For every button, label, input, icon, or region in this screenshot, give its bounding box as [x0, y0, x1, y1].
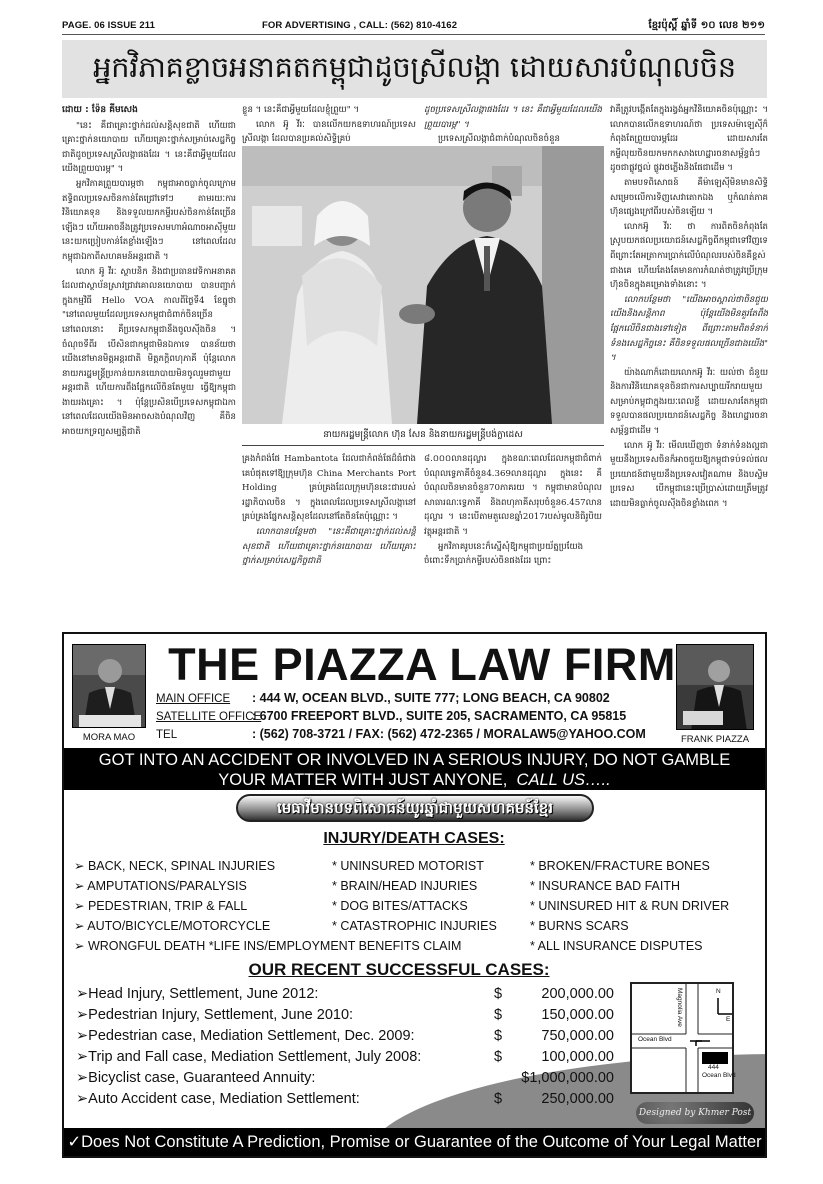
paragraph: ៨.០០០លានដុល្លារ ក្នុងខណៈពេលដែលកម្ពុជាជំពាក់បំណុលទ្វេភាគីចំនួន4.369លានដុល្លារ ក្នុងនេះ គឺបំណុលចិនមានចំនួន70ភាគរយ ។ កម្ពុជាមានបំណុលសាធារណៈទ្វេភាគី និងពហុភាគីសរុបចំនួន6.457លានដុល្លារ ។ នេះបើតាមតួលេខឆ្នាំ2017របស់មូលនិធិរូបិយវត្ថុអន្តរជាតិ ។ — [424, 454, 602, 537]
injury-item: ➢ WRONGFUL DEATH *LIFE INS/EMPLOYMENT BENEFITS CLAIM — [74, 939, 462, 953]
paragraph: លោកអ៊ូ វីរៈ ថា ការពិតចិនកំពុងតែស្រូបយកផលប្រយោជន៍សេដ្ឋកិច្ចពីកម្ពុជាទៅវិញទេ ពីព្រោះតែអត្រាការប្រាក់លើបំណុលរបស់ចិនគឺខ្ពស់ជាងគេ ហើយតែងតែមានការកំណត់ថាត្រូវប្រើក្រុមហ៊ុនចិនក្នុងគម្រោងទាំងនោះ ។ — [610, 221, 768, 291]
case-description: ➢Bicyclist case, Guaranteed Annuity: — [76, 1070, 316, 1086]
paragraph: ដូចប្រទេសស្រីលង្កាផងដែរ ។ នេះ គឺជាអ្វីមួយដែលយើងព្រួយបារម្ភ" ។ — [424, 105, 602, 130]
designer-badge: Designed by Khmer Post — [636, 1102, 754, 1124]
case-amount: 250,000.00 — [541, 1091, 614, 1107]
injury-item: ➢ BACK, NECK, SPINAL INJURIES — [74, 859, 276, 873]
injury-item: ➢ AMPUTATIONS/PARALYSIS — [74, 879, 247, 893]
main-office-label: MAIN OFFICE — [156, 693, 231, 705]
person-photo-icon — [677, 645, 754, 730]
injury-item: * CATASTROPHIC INJURIES — [332, 919, 497, 933]
paragraph: លោកបានបន្ថែមថា "នេះគឺជាគ្រោះថ្នាក់ដល់សន្តិសុខជាតិ ហើយជាគ្រោះថ្នាក់នយោបាយ ហើយគ្រោះថ្នាក់សម្រាប់សេដ្ឋកិច្ចជាតិ — [242, 526, 416, 567]
contact-row — [156, 726, 646, 743]
paragraph: អ្នកវិភាគព្រួយបារម្ភថា កម្ពុជាអាចធ្លាក់ចូលក្រោមឥទ្ធិពលប្រទេសចិនកាន់តែជ្រៅទៅៗ តាមរយៈការវិនិយោគទុន និងទទួលយកកម្ចីរបស់ចិនកាន់តែច្រើនឡើងៗ ហើយអាចនឹងត្រូវប្រទេសមហាអំណាចអាស៊ីមួយនេះយកប្រៀបកាន់តែខ្លាំងឡើងៗ នៅពេលដែលកម្ពុជាឯកាពីសហគមន៍អន្តរជាតិ ។ — [62, 178, 236, 262]
article-column-3-top — [424, 103, 602, 145]
advertising-contact: FOR ADVERTISING , CALL: (562) 810-4162 — [262, 20, 458, 31]
dollar-sign: $ — [494, 1049, 503, 1065]
portrait-mora-mao — [72, 644, 146, 728]
satellite-office-label: SATELLITE OFFICE — [156, 711, 262, 723]
injury-item: * BROKEN/FRACTURE BONES — [530, 859, 710, 873]
paragraph: ខ្លួន ។ នេះគឺជាអ្វីមួយដែលខ្ញុំព្រួយ" ។ — [242, 105, 360, 115]
page-issue-label: PAGE. 06 ISSUE 211 — [62, 20, 155, 31]
contact-details: : (562) 708-3721 / FAX: (562) 472-2365 / MORALAW5@YAHOO.COM — [252, 727, 646, 741]
satellite-office-address: : 6700 FREEPORT BLVD., SUITE 205, SACRAMENTO, CA 95815 — [252, 709, 627, 723]
location-map — [630, 982, 734, 1094]
case-amount: 750,000.00 — [541, 1028, 614, 1044]
paragraph: វាគឺត្រូវបង្កើតតែក្នុងរង្វង់អ្នកវិនិយោគចិនប៉ុណ្ណោះ ។ លោកបានលើកឧទាហរណ៍ថា ប្រទេសម៉ាឡេស៊ីក៏កំពុងតែព្រួយបារម្ភដែរ ដោយសារតែកម្ចីលុយចិនយកមកកសាងហេដ្ឋារចនាសម្ព័ន្ធធំៗដូចជាផ្លូវថ្នល់ ផ្លូវរថភ្លើងនិងផែជាដើម ។ — [610, 105, 768, 174]
paragraph: លោក អ៊ូ វីរៈ មើលឃើញថា ទំនាក់ទំនងល្អជាមួយនឹងប្រទេសចិនក៏អាចជួយឱ្យកម្ពុជាទប់ទល់ផលប្រយោជន៍ជាមួយនឹងប្រទេសវៀតណាម និងបស្ចិមប្រទេស បើកម្ពុជានេះប្រើប្រាស់ដោយត្រឹមត្រូវ ដោយមិនធ្លាក់ចូលស៊ីងចិនខ្លាំងពេក ។ — [610, 440, 768, 510]
main-office-row — [156, 690, 610, 707]
injury-item: ➢ PEDESTRIAN, TRIP & FALL — [74, 899, 248, 913]
injury-item: * BRAIN/HEAD INJURIES — [332, 879, 478, 893]
paragraph: លោកបន្ថែមថា "យើងអាចស្គាល់ថាចិនជួយយើងនិងសន្តិភាព ប៉ុន្តែយើងមិនគួរតែពឹងផ្អែកលើចិនជាងទៅទៀត ពីព្រោះតាមពិតទំនាក់ទំនងសេដ្ឋកិច្ចនេះ គឺចិនទទួលផលច្រើនជាងយើង" ។ — [610, 294, 768, 364]
injury-list-2 — [332, 856, 497, 936]
main-office-address: : 444 W, OCEAN BLVD., SUITE 777; LONG BEACH, CA 90802 — [252, 691, 610, 705]
map-address-street: Ocean Blvd — [702, 1072, 736, 1079]
article-column-2-top — [242, 103, 416, 145]
paragraph: តាមបទពិសោធន៍ គឺម៉ាឡេស៊ីមិនមានសិទ្ធិសម្រេចលើការទិញសេវាតោកឯង ឬកំណត់ភាគហ៊ុនផ្សេងក្រៅពីរបស់ចិនឡើយ ។ — [610, 177, 768, 218]
photo-caption: នាយករដ្ឋមន្ត្រីលោក ហ៊ុន សែន និងនាយករដ្ឋមន្ត្រីបង់ក្លាដេស — [242, 428, 604, 446]
tagline-line-1: GOT INTO AN ACCIDENT OR INVOLVED IN A SERIOUS INJURY, DO NOT GAMBLE — [98, 751, 731, 769]
map-address-number: 444 — [708, 1064, 719, 1071]
masthead-khmer: ខ្មែរប៉ុស្តិ៍ ឆ្នាំទី ១០ លេខ ២១១ — [648, 20, 765, 31]
case-amount: 100,000.00 — [541, 1049, 614, 1065]
compass-north: N — [716, 988, 721, 995]
cases-heading: OUR RECENT SUCCESSFUL CASES: — [248, 960, 550, 979]
map-street-vertical: Magnolia Ave — [676, 988, 683, 1027]
injury-item: ➢ AUTO/BICYCLE/MOTORCYCLE — [74, 919, 271, 933]
article-column-4 — [610, 103, 768, 623]
case-description: ➢Pedestrian case, Mediation Settlement, Dec. 2009: — [76, 1028, 415, 1044]
article-photo — [242, 146, 604, 424]
case-description: ➢Trip and Fall case, Mediation Settlement, July 2008: — [76, 1049, 422, 1065]
injury-item: * INSURANCE BAD FAITH — [530, 879, 681, 893]
dollar-sign: $ — [494, 1028, 503, 1044]
right-person-name: FRANK PIAZZA — [680, 734, 750, 745]
paragraph: ប្រទេសស្រីលង្កាជំពាក់បំណុលចិនចំនួន — [438, 134, 560, 145]
left-person-name: MORA MAO — [82, 732, 136, 743]
dollar-sign: $ — [494, 1091, 503, 1107]
article-column-2-bottom — [242, 452, 416, 622]
paragraph: "នេះ គឺជាគ្រោះថ្នាក់ដល់សន្តិសុខជាតិ ហើយជាគ្រោះថ្នាក់នយោបាយ ហើយគ្រោះថ្នាក់សម្រាប់សេដ្ឋកិច្ចជាតិដូចប្រទេសស្រីលង្កាផងដែរ ។ នេះគឺជាអ្វីមួយដែលយើងព្រួយបារម្ភ" ។ — [62, 120, 236, 175]
case-description: ➢Head Injury, Settlement, June 2012: — [76, 986, 319, 1002]
law-firm-advertisement — [62, 632, 767, 1158]
injury-item: * BURNS SCARS — [530, 919, 629, 933]
case-amount: 200,000.00 — [541, 986, 614, 1002]
paragraph: លោក អ៊ូ វីរៈ ស្ថាបនិក និងជាប្រធានវេទិកាអនាគត ដែលជាស្ថាប័នស្រាវជ្រាវគោលនយោបាយ បានបញ្ជាក់ក្នុងកម្មវិធី Hello VOA កាលពីថ្ងៃទី4 ខែធ្នូថា "នៅពេលមួយដែលប្រទេសកម្ពុជាជំពាក់ចិនច្រើន នៅពេលនោះ គឺប្រទេសកម្ពុជានឹងចូលស៊ីងចិន ។ ចំណុចទីពីរ បើសិនជាកម្ពុជាមិនឯកាទេ បានន័យថាយើងនៅមានមិត្តអន្តរជាតិ មិត្តភក្តិពហុភាគី ប៉ុន្តែលោកនាយករដ្ឋមន្ត្រីប្រកាន់យកនយោបាយមិនចូលរួមជាមួយអន្តរជាតិ ហើយការពឹងផ្អែកលើចិនតែមួយ ធ្វើឱ្យកម្ពុជាងាយរងគ្រោះ ។ ប៉ុន្តែប្រសិនបើប្រទេសកម្ពុជាឯកានៅពេលដែលយើងមិនអាចសងបំណុលវិញ គឺចិនអាចយកទ្រព្យសម្បត្តិជាតិ — [62, 266, 236, 438]
tel-label: TEL — [156, 729, 178, 741]
person-photo-icon — [73, 645, 146, 728]
dollar-sign: $ — [494, 986, 503, 1002]
injury-item: * UNINSURED HIT & RUN DRIVER — [530, 899, 730, 913]
injury-item: * DOG BITES/ATTACKS — [332, 899, 468, 913]
leaders-handshake-photo — [242, 146, 604, 424]
khmer-experience-banner: មេធាវីមានបទពិសោធន៍យូរឆ្នាំជាមួយសហគមន៍ខ្មែរ — [236, 794, 594, 822]
article-column-1 — [62, 103, 236, 623]
tagline-line-2: YOUR MATTER WITH JUST ANYONE, — [218, 771, 508, 789]
paragraph: យ៉ាងណាក៏ដោយលោកអ៊ូ វីរៈ យល់ថា ជំនួយ និងការវិនិយោគទុនចិនជាការសប្បាយរីករាយមួយសម្រាប់កម្ពុជាក្នុងរយៈពេលខ្លី ដោយសារតែកម្ពុជាទទួលបានផលប្រយោជន៍សេដ្ឋកិច្ច និងហេដ្ឋារចនាសម្ព័ន្ធជាដើម ។ — [610, 367, 768, 437]
map-street-horizontal: Ocean Blvd — [638, 1036, 672, 1043]
call-us-text: CALL US….. — [516, 771, 611, 789]
injury-heading: INJURY/DEATH CASES: — [323, 830, 505, 847]
byline: ដោយ : ទ៉ែន គីមសេង — [62, 105, 138, 115]
article-column-3-bottom — [424, 452, 602, 622]
injury-item: * UNINSURED MOTORIST — [332, 859, 484, 873]
tagline-bar — [64, 748, 765, 790]
case-amount: 150,000.00 — [541, 1007, 614, 1023]
case-amount: $1,000,000.00 — [521, 1070, 614, 1086]
paragraph: គ្រងកំពង់ផែ Hambantota ដែលជាកំពង់ផែដ៏ធំជាងគេបំផុតទៅឱ្យក្រុមហ៊ុន China Merchants Port Holding គ្រប់គ្រងដែលក្រុមហ៊ុននេះជារបស់រដ្ឋាភិបាលចិន ។ ក្នុងពេលដែលប្រទេសស្រីលង្កានៅគ្រប់គ្រងផ្នែកសន្តិសុខដែលនៅតែចិនតែប៉ុណ្ណោះ ។ — [242, 454, 416, 523]
dollar-sign: $ — [494, 1007, 503, 1023]
disclaimer-bar: ✓Does Not Constitute A Prediction, Promise or Guarantee of the Outcome of Your Legal Matter — [64, 1128, 765, 1156]
case-description: ➢Pedestrian Injury, Settlement, June 2010: — [76, 1007, 354, 1023]
firm-name: THE PIAZZA LAW FIRM — [168, 639, 676, 690]
header-rule — [62, 34, 765, 35]
injury-item: * ALL INSURANCE DISPUTES — [530, 939, 703, 953]
portrait-frank-piazza — [676, 644, 754, 730]
headline: អ្នកវិភាគខ្លាចអនាគតកម្ពុជាដូចស្រីលង្កា ដោយសារបំណុលចិន — [93, 50, 736, 84]
paragraph: អ្នកវិភាគរូបនេះក៏ស្នើសុំឱ្យកម្ពុជាប្រយ័ត្នប្រយែងចំពោះទឹកប្រាក់កម្ចីរបស់ចិនផងដែរ ព្រោះ — [424, 541, 584, 567]
case-description: ➢Auto Accident case, Mediation Settlement: — [76, 1091, 360, 1107]
compass-east: E — [726, 1016, 731, 1023]
paragraph: លោក អ៊ូ វីរៈ បានលើកយកឧទាហរណ៍ប្រទេសស្រីលង្កា ដែលបានប្រគល់សិទ្ធិគ្រប់ — [242, 119, 416, 145]
satellite-office-row — [156, 708, 626, 725]
injury-list-3 — [530, 856, 729, 956]
